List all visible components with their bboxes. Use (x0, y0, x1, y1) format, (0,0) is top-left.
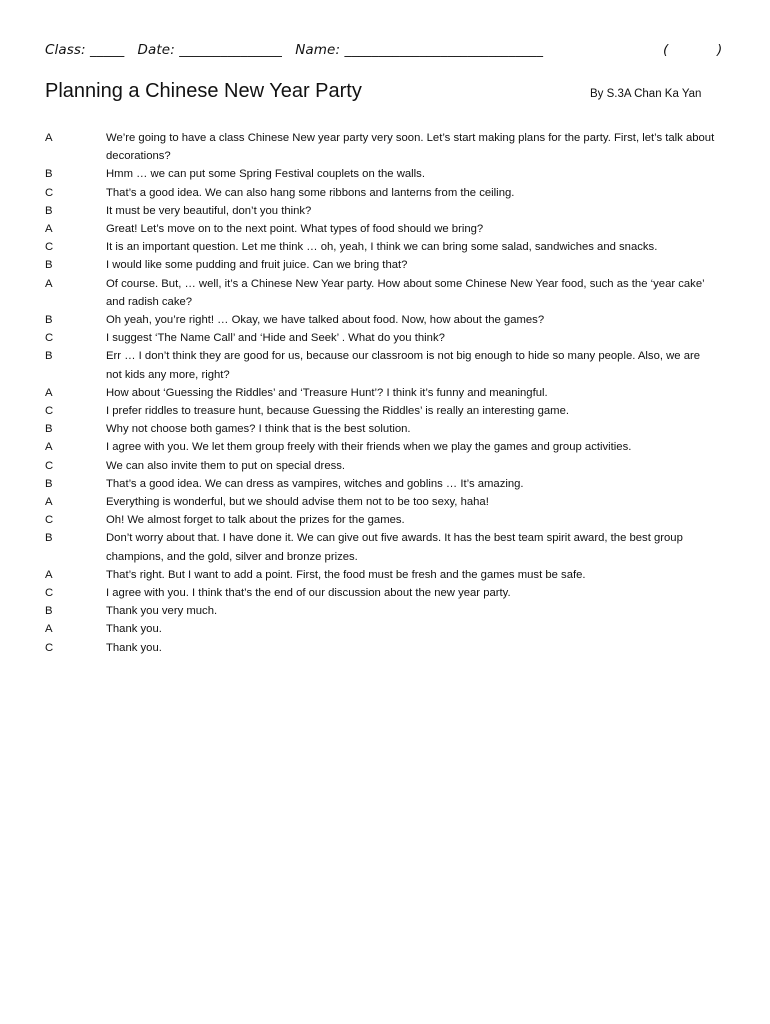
dialogue-text: How about ‘Guessing the Riddles’ and ‘Treasure Hunt’? I think it’s funny and meaningful. (106, 386, 548, 399)
student-info-header (45, 42, 735, 62)
dialogue-line (45, 275, 725, 311)
speaker-label: B (45, 314, 53, 327)
dialogue-text: I prefer riddles to treasure hunt, because Guessing the Riddles’ is really an interesting game. (106, 405, 570, 418)
dialogue-line (45, 584, 725, 602)
dialogue-line (45, 311, 725, 329)
dialogue-text: Everything is wonderful, but we should advise them not to be too sexy, haha! (106, 496, 489, 509)
speaker-label: B (45, 532, 53, 545)
speaker-label: C (45, 641, 54, 654)
dialogue-line (45, 329, 725, 347)
dialogue-text: Thank you. (106, 641, 162, 654)
dialogue-line (45, 347, 725, 383)
page-title: Planning a Chinese New Year Party (45, 80, 362, 102)
speaker-label: A (45, 441, 53, 454)
dialogue-text: Oh yeah, you’re right! … Okay, we have talked about food. Now, how about the games? (106, 314, 545, 327)
dialogue-text: That’s a good idea. We can dress as vampires, witches and goblins … It’s amazing. (106, 477, 524, 490)
speaker-label: C (45, 405, 54, 418)
dialogue-text: I agree with you. I think that’s the end of our discussion about the new year party. (106, 587, 511, 600)
dialogue-line (45, 529, 725, 565)
speaker-label: A (45, 496, 53, 509)
name-field: Name: _____________________________ (295, 42, 544, 58)
speaker-label: C (45, 514, 54, 527)
dialogue-line (45, 420, 725, 438)
speaker-label: B (45, 605, 53, 618)
dialogue-line (45, 566, 725, 584)
dialogue-text: Great! Let’s move on to the next point. What types of food should we bring? (106, 223, 484, 236)
author-byline: By S.3A Chan Ka Yan (590, 88, 702, 100)
speaker-label: C (45, 186, 54, 199)
dialogue-line (45, 602, 725, 620)
dialogue-text: It is an important question. Let me think … oh, yeah, I think we can bring some salad, sandwiches and snacks. (106, 241, 658, 254)
speaker-label: C (45, 332, 54, 345)
dialogue-line (45, 129, 725, 165)
dialogue-line (45, 256, 725, 274)
dialogue-line (45, 639, 725, 657)
dialogue-line (45, 511, 725, 529)
dialogue-list (45, 129, 725, 657)
dialogue-text: Of course. But, … well, it’s a Chinese New Year party. How about some Chinese New Year food, such as the ‘year cake’ and radish cake? (106, 277, 705, 308)
number-paren-close: ) (717, 42, 723, 58)
dialogue-line (45, 620, 725, 638)
dialogue-line (45, 238, 725, 256)
dialogue-line (45, 402, 725, 420)
speaker-label: A (45, 386, 53, 399)
dialogue-line (45, 202, 725, 220)
dialogue-text: Hmm … we can put some Spring Festival couplets on the walls. (106, 168, 425, 181)
dialogue-text: Thank you. (106, 623, 162, 636)
speaker-label: B (45, 259, 53, 272)
speaker-label: B (45, 204, 53, 217)
dialogue-line (45, 220, 725, 238)
dialogue-line (45, 475, 725, 493)
speaker-label: B (45, 477, 53, 490)
dialogue-text: It must be very beautiful, don’t you think? (106, 204, 312, 217)
speaker-label: A (45, 223, 53, 236)
dialogue-line (45, 184, 725, 202)
speaker-label: C (45, 459, 54, 472)
class-field: Class: _____ (45, 42, 125, 58)
dialogue-line (45, 457, 725, 475)
dialogue-text: Why not choose both games? I think that is the best solution. (106, 423, 411, 436)
dialogue-text: That’s a good idea. We can also hang some ribbons and lanterns from the ceiling. (106, 186, 515, 199)
dialogue-line (45, 438, 725, 456)
dialogue-line (45, 165, 725, 183)
number-paren-open: ( (663, 42, 669, 58)
date-field: Date: _______________ (137, 42, 282, 58)
dialogue-text: Err … I don’t think they are good for us, because our classroom is not big enough to hide so many people. Also, we are not kids any more, right? (106, 350, 701, 381)
dialogue-text: I would like some pudding and fruit juice. Can we bring that? (106, 259, 408, 272)
speaker-label: A (45, 568, 53, 581)
speaker-label: C (45, 587, 54, 600)
speaker-label: A (45, 623, 53, 636)
dialogue-text: We can also invite them to put on special dress. (106, 459, 346, 472)
speaker-label: B (45, 423, 53, 436)
speaker-label: C (45, 241, 54, 254)
speaker-label: B (45, 350, 53, 363)
dialogue-line (45, 493, 725, 511)
dialogue-text: Thank you very much. (106, 605, 218, 618)
speaker-label: A (45, 132, 53, 144)
dialogue-text: That’s right. But I want to add a point. First, the food must be fresh and the games must be safe. (106, 568, 586, 581)
speaker-label: A (45, 277, 53, 290)
dialogue-text: I agree with you. We let them group freely with their friends when we play the games and group activities. (106, 441, 632, 454)
dialogue-text: I suggest ‘The Name Call’ and ‘Hide and Seek’ . What do you think? (106, 332, 445, 345)
dialogue-text: Oh! We almost forget to talk about the prizes for the games. (106, 514, 405, 527)
dialogue-text: Don’t worry about that. I have done it. We can give out five awards. It has the best team spirit award, the best group champions, and the gold, silver and bronze prizes. (106, 532, 683, 563)
dialogue-line (45, 384, 725, 402)
dialogue-text: We’re going to have a class Chinese New year party very soon. Let’s start making plans for the party. First, let’s talk about decorations? (106, 132, 715, 163)
speaker-label: B (45, 168, 53, 181)
